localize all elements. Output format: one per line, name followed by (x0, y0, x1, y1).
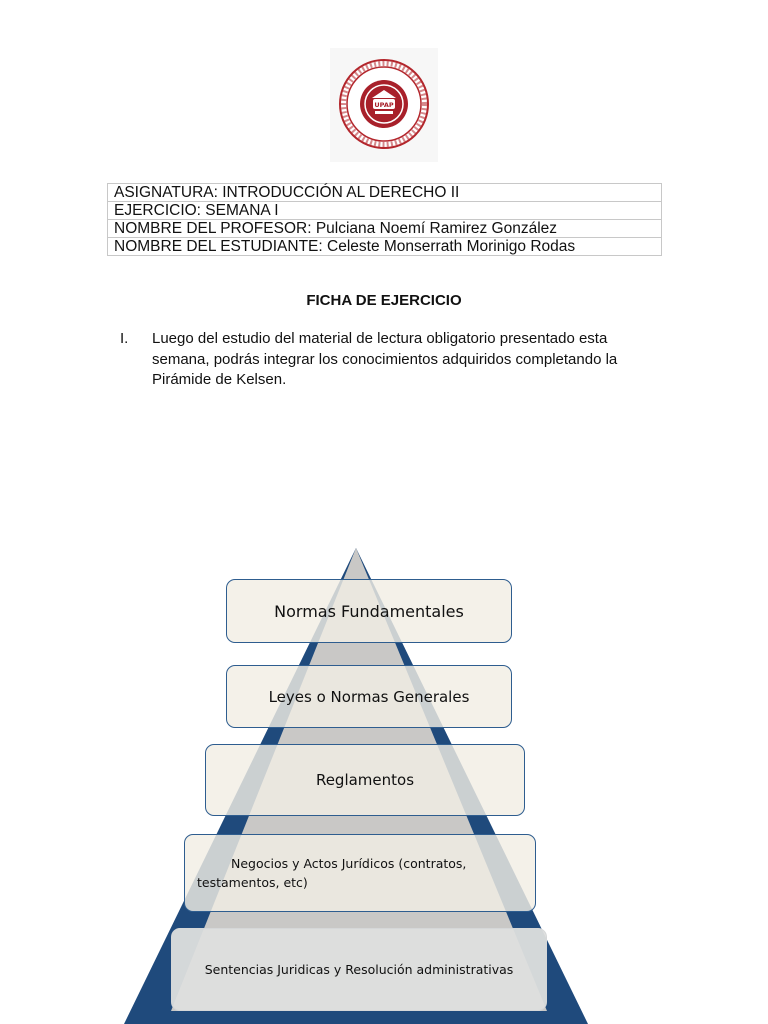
professor-row: NOMBRE DEL PROFESOR: Pulciana Noemí Ramirez González (108, 220, 662, 238)
level-2-label: Leyes o Normas Generales (268, 687, 470, 706)
level-1-label: Normas Fundamentales (274, 601, 464, 621)
student-row: NOMBRE DEL ESTUDIANTE: Celeste Monserrath Morinigo Rodas (108, 238, 662, 256)
subject-row: ASIGNATURA: INTRODUCCIÓN AL DERECHO II (108, 184, 662, 202)
exercise-row: EJERCICIO: SEMANA I (108, 202, 662, 220)
item-number: I. (120, 330, 129, 347)
page-title: FICHA DE EJERCICIO (306, 292, 462, 309)
pyramid-level-1 (226, 579, 512, 643)
university-seal-icon (330, 48, 438, 162)
level-5-label: Sentencias Juridicas y Resolución administrativas (204, 962, 514, 977)
header-info-table (107, 183, 662, 256)
pyramid-level-5 (171, 928, 547, 1011)
pyramid-level-2 (226, 665, 512, 728)
item-text: Luego del estudio del material de lectura obligatorio presentado esta semana, podrás integrar los conocimientos adquiridos completando la Pirámide de Kelsen. (152, 330, 618, 388)
pyramid-level-3 (205, 744, 525, 816)
level-4-label: Negocios y Actos Jurídicos (contratos, testamentos, etc) (197, 856, 467, 890)
level-3-label: Reglamentos (315, 771, 415, 789)
svg-text:UPAP: UPAP (374, 101, 394, 109)
pyramid-level-4 (184, 834, 536, 912)
